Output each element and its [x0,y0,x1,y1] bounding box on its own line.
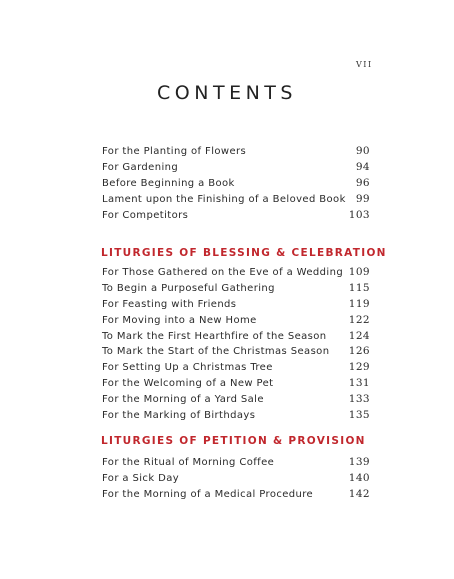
entry-title: For the Morning of a Yard Sale [102,394,264,406]
toc-entry[interactable] [102,376,370,392]
entry-title: To Begin a Purposeful Gathering [102,282,275,294]
toc-entry[interactable] [102,265,370,281]
entry-page: 99 [355,192,370,205]
page-title: CONTENTS [157,82,297,104]
toc-entry[interactable] [102,408,370,424]
entry-title: For the Welcoming of a New Pet [102,378,274,390]
toc-entry[interactable] [102,281,370,297]
toc-entry[interactable] [102,360,370,376]
entry-page: 124 [348,329,370,342]
toc-entry[interactable] [102,329,370,345]
toc-list-top [102,144,370,223]
entry-title: For the Planting of Flowers [102,146,247,157]
entry-page: 119 [348,297,370,310]
entry-title: For the Marking of Birthdays [102,410,256,422]
entry-title: For Setting Up a Christmas Tree [102,362,273,374]
entry-title: For the Morning of a Medical Procedure [102,488,314,500]
toc-entry[interactable] [102,192,370,208]
entry-title: For a Sick Day [102,472,180,484]
entry-title: For Gardening [102,161,179,173]
toc-entry[interactable] [102,208,370,224]
entry-title: For Those Gathered on the Eve of a Wedding [102,267,344,278]
entry-page: 109 [348,266,370,278]
entry-page: 122 [348,313,370,326]
entry-page: 135 [348,409,370,422]
toc-entry[interactable] [102,487,370,503]
entry-page: 129 [348,361,370,374]
entry-page: 115 [348,281,370,294]
toc-entry[interactable] [102,455,370,471]
entry-page: 103 [348,208,370,221]
folio: VII [356,60,373,69]
entry-title: To Mark the First Hearthfire of the Season [102,330,327,342]
toc-entry[interactable] [102,471,370,487]
toc-entry[interactable] [102,176,370,192]
entry-page: 126 [348,345,370,358]
entry-title: Lament upon the Finishing of a Beloved Book [102,193,346,205]
entry-title: For Competitors [102,209,189,221]
toc-entry[interactable] [102,160,370,176]
entry-title: For Feasting with Friends [102,298,237,310]
entry-page: 142 [348,487,370,500]
entry-page: 139 [348,456,370,468]
section-heading-petition: LITURGIES OF PETITION & PROVISION [101,435,366,447]
toc-entry[interactable] [102,344,370,360]
entry-page: 94 [355,160,370,173]
entry-page: 90 [355,145,370,157]
entry-page: 96 [355,176,370,189]
entry-title: Before Beginning a Book [102,177,235,189]
entry-page: 140 [348,471,370,484]
entry-title: To Mark the Start of the Christmas Season [102,346,330,358]
toc-entry[interactable] [102,144,370,160]
entry-title: For the Ritual of Morning Coffee [102,457,275,468]
toc-entry[interactable] [102,392,370,408]
toc-list-petition [102,455,370,503]
toc-entry[interactable] [102,297,370,313]
entry-page: 133 [348,393,370,406]
section-heading-blessing: LITURGIES OF BLESSING & CELEBRATION [101,247,387,259]
entry-page: 131 [348,377,370,390]
toc-list-blessing [102,265,370,424]
toc-entry[interactable] [102,313,370,329]
entry-title: For Moving into a New Home [102,314,257,326]
